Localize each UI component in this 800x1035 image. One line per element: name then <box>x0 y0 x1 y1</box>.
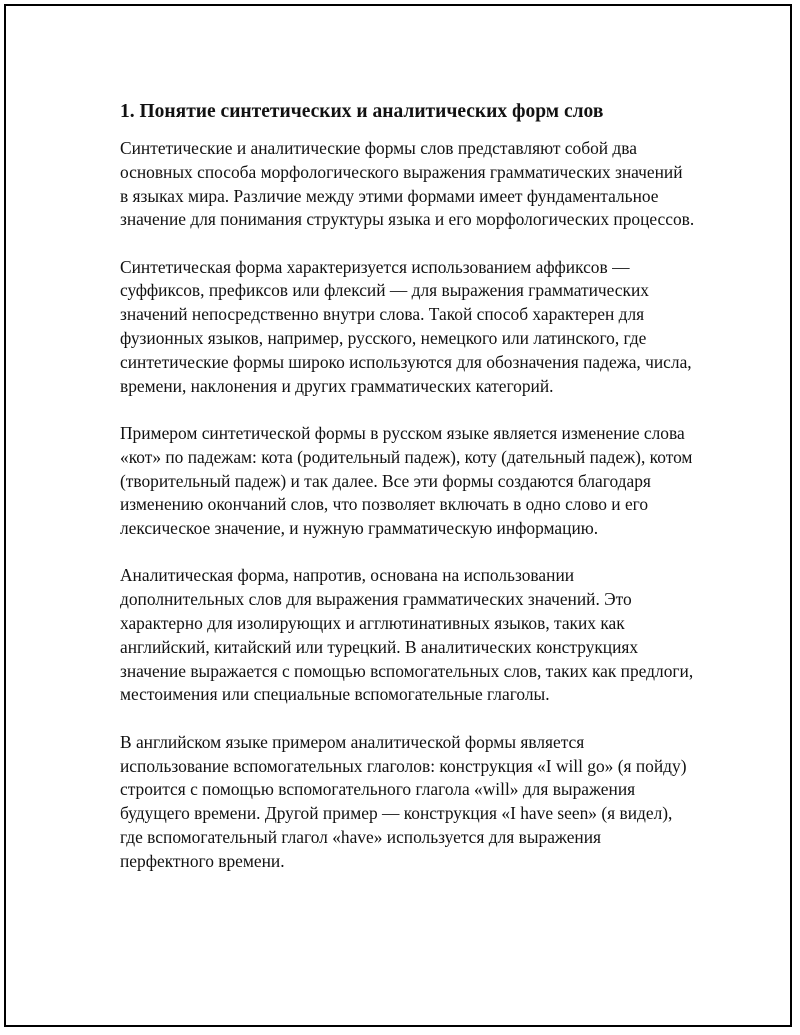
section-heading: 1. Понятие синтетических и аналитических форм слов <box>120 101 604 122</box>
document-body <box>120 100 695 897</box>
paragraph-2: Синтетическая форма характеризуется использованием аффиксов — суффиксов, префиксов или флексий — для выражения грамматических значений непосредственно внутри слова. Такой способ характерен для фузионных языков, например, русского, немецкого или латинского, где синтетические формы широко используются для обозначения падежа, числа, времени, наклонения и других грамматических категорий. <box>120 256 692 396</box>
document-page <box>4 4 792 1027</box>
paragraph-1: Синтетические и аналитические формы слов представляют собой два основных способа морфологического выражения грамматических значений в языках мира. Различие между этими формами имеет фундаментальное значение для понимания структуры языка и его морфологических процессов. <box>120 138 695 230</box>
paragraph-5: В английском языке примером аналитической формы является использование вспомогательных глаголов: конструкция «I will go» (я пойду) строится с помощью вспомогательного глагола «will» для выражения будущего времени. Другой пример — конструкция «I have seen» (я видел), где вспомогательный глагол «have» используется для выражения перфектного времени. <box>120 731 687 871</box>
paragraph-4: Аналитическая форма, напротив, основана на использовании дополнительных слов для выражения грамматических значений. Это характерно для изолирующих и агглютинативных языков, таких как английский, китайский или турецкий. В аналитических конструкциях значение выражается с помощью вспомогательных слов, таких как предлоги, местоимения или специальные вспомогательные глаголы. <box>120 565 694 705</box>
paragraph-3: Примером синтетической формы в русском языке является изменение слова «кот» по падежам: кота (родительный падеж), коту (дательный падеж), котом (творительный падеж) и так далее. Все эти формы создаются благодаря изменению окончаний слов, что позволяет включать в одно слово и его лексическое значение, и нужную грамматическую информацию. <box>120 422 693 539</box>
